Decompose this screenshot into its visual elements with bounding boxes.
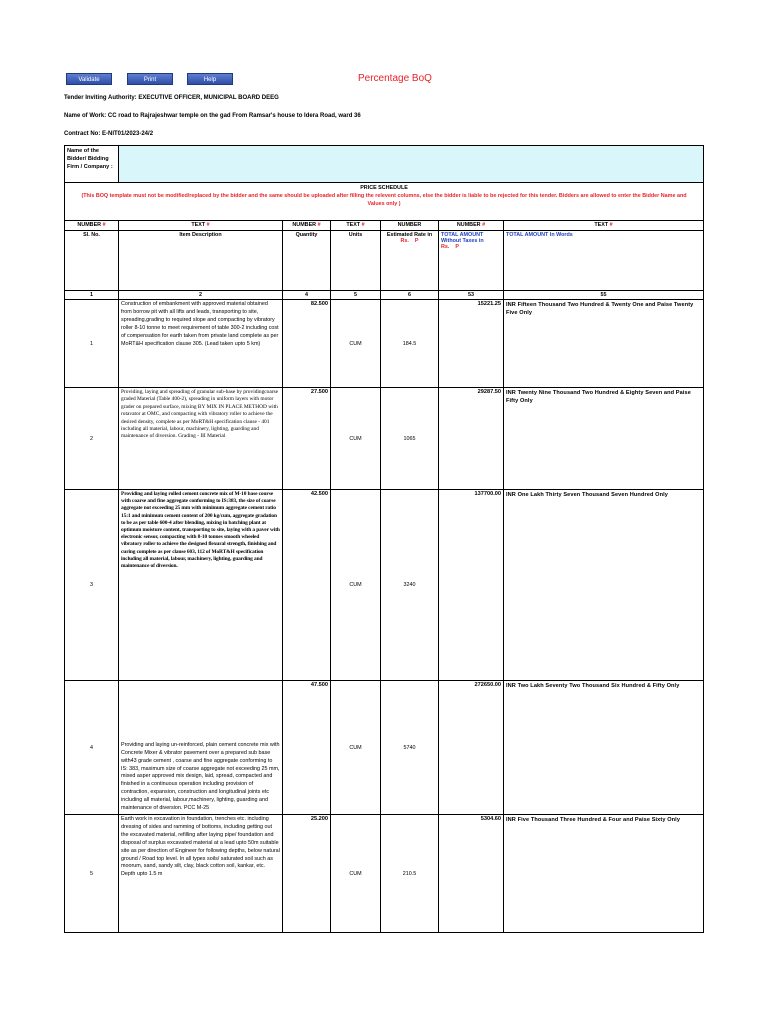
col-head-rate-label: Estimated Rate in — [386, 232, 433, 238]
row-unit: CUM — [331, 388, 381, 490]
boq-table — [64, 145, 704, 933]
tender-authority: Tender Inviting Authority: EXECUTIVE OFFICER, MUNICIPAL BOARD DEEG — [64, 95, 279, 101]
row-sl: 2 — [65, 388, 119, 490]
col-type — [119, 221, 283, 231]
price-schedule-header — [65, 183, 704, 221]
col-type-label: TEXT — [346, 222, 361, 228]
table-row — [65, 490, 704, 681]
col-head-amount — [439, 231, 504, 291]
row-amount-words: INR Twenty Nine Thousand Two Hundred & Eighty Seven and Paise Fifty Only — [504, 388, 704, 490]
row-sl: 5 — [65, 815, 119, 933]
row-quantity[interactable]: 42.500 — [283, 490, 331, 681]
table-row — [65, 681, 704, 815]
name-of-work: Name of Work: CC road to Rajrajeshwar temple on the gad From Ramsar's house to Idera Road, ward 36 — [64, 113, 361, 119]
row-amount: 15221.25 — [439, 300, 504, 388]
col-head-amount-label: TOTAL AMOUNT Without Taxes in — [441, 232, 484, 244]
col-type — [283, 221, 331, 231]
row-rate[interactable]: 184.5 — [381, 300, 439, 388]
bidder-name-label: Name of the Bidder/ Bidding Firm / Company : — [65, 146, 119, 183]
table-row — [65, 815, 704, 933]
col-type-label: NUMBER — [456, 222, 481, 228]
col-head-sl: Sl. No. — [65, 231, 119, 291]
col-type-label: TEXT — [191, 222, 206, 228]
col-type — [331, 221, 381, 231]
column-header-row — [65, 231, 704, 291]
boq-warning: (This BOQ template must not be modified/replaced by the bidder and the same should be uploaded after filling the relevent columns, else the bidder is liable to be rejected for this tender. Bidders are allowed to enter the Bidder Name and Values only ) — [81, 193, 687, 207]
page-title: Percentage BoQ — [358, 73, 432, 84]
col-type-mark: # — [609, 222, 613, 228]
row-sl: 3 — [65, 490, 119, 681]
row-rate[interactable]: 210.5 — [381, 815, 439, 933]
row-rate[interactable]: 3240 — [381, 490, 439, 681]
col-type-mark: # — [482, 222, 486, 228]
row-amount-words: INR Two Lakh Seventy Two Thousand Six Hundred & Fifty Only — [504, 681, 704, 815]
col-num: 4 — [283, 291, 331, 300]
col-num: 55 — [504, 291, 704, 300]
print-button[interactable]: Print — [127, 73, 173, 85]
col-type-label: NUMBER — [292, 222, 317, 228]
col-num: 1 — [65, 291, 119, 300]
col-num: 6 — [381, 291, 439, 300]
row-amount: 29287.50 — [439, 388, 504, 490]
column-number-row — [65, 291, 704, 300]
row-quantity[interactable]: 25.200 — [283, 815, 331, 933]
price-schedule-title: PRICE SCHEDULE — [360, 185, 408, 191]
row-description: Providing and laying un-reinforced, plain cement concrete mix with Concrete Mixer & vibrator pavement over a prepared sub base with43 grade cement , coarse and fine aggregate conforming to IS: 383, maximum size of coarse aggregate not exceeding 25 mm, mixed asper approved mix design, laid, spread, compacted and finished in a continuous operation including provision of contraction, expansion, construction and longitudinal joints etc including all material, labour,machinery, lighting, guarding and maintenance of diversion. PCC M-25 — [119, 681, 283, 815]
table-row — [65, 300, 704, 388]
col-type — [381, 221, 439, 231]
col-type-mark: # — [206, 222, 210, 228]
col-type-label: TEXT — [594, 222, 609, 228]
col-type — [439, 221, 504, 231]
row-description: Construction of embankment with approved material obtained from borrow pit with all lifts and leads, transporting to site, spreading,grading to required slope and compacting by vibratory roller 8-10 tonne to meet requirement of table 300-2 including cost of compensation for earth taken from private land complete as per MoRT&H specification clause 305. (Lead taken upto 5 km) — [119, 300, 283, 388]
col-head-words: TOTAL AMOUNT In Words — [504, 231, 704, 291]
col-head-qty: Quantity — [283, 231, 331, 291]
validate-button[interactable]: Validate — [66, 73, 112, 85]
help-button[interactable]: Help — [187, 73, 233, 85]
col-head-desc: Item Description — [119, 231, 283, 291]
col-num: 2 — [119, 291, 283, 300]
row-sl: 4 — [65, 681, 119, 815]
row-amount-words: INR Fifteen Thousand Two Hundred & Twenty One and Paise Twenty Five Only — [504, 300, 704, 388]
col-type — [65, 221, 119, 231]
col-type-label: NUMBER — [77, 222, 102, 228]
row-quantity[interactable]: 82.500 — [283, 300, 331, 388]
column-type-row — [65, 221, 704, 231]
col-num: 53 — [439, 291, 504, 300]
row-description: Earth work in excavation in foundation, trenches etc. including dressing of sides and ramming of bottoms, including getting out the excavated material, refilling after laying pipe/ foundation and disposal of surplus excavated material at a lead upto 50m suitable site as per direction of Engineer for following depths, below natural ground / Road top level. In all types soils/ saturated soil such as moorum, sand, sandy silt, clay, black cotton soil, kankar, etc. Depth upto 1.5 m — [119, 815, 283, 933]
col-type-mark: # — [102, 222, 106, 228]
row-unit: CUM — [331, 815, 381, 933]
col-type-label: NUMBER — [397, 222, 422, 228]
table-row — [65, 388, 704, 490]
col-num: 5 — [331, 291, 381, 300]
col-type — [504, 221, 704, 231]
row-sl: 1 — [65, 300, 119, 388]
col-head-amount-unit: Rs. P — [441, 244, 459, 250]
row-amount: 5304.60 — [439, 815, 504, 933]
row-amount: 272650.00 — [439, 681, 504, 815]
col-type-mark: # — [361, 222, 365, 228]
row-quantity[interactable]: 27.500 — [283, 388, 331, 490]
row-rate[interactable]: 1065 — [381, 388, 439, 490]
row-unit: CUM — [331, 490, 381, 681]
row-rate[interactable]: 5740 — [381, 681, 439, 815]
row-description: Providing and laying rolled cement concrete mix of M-10 base course with coarse and fine aggregate conforming to IS:383, the size of coarse aggregate not exceeding 25 mm with minimum aggregate cement ratio 15:1 and minimum cement content of 200 kg/cum, aggregate gradation to be as per table 600-4 after blending, mixing in batching plant at optimum moisture content, transporting to site, laying with a paver with electronic sensor, compacting with 8-10 tonnes smooth wheeled vibratory roller to achieve the designed flexural strength, finishing and curing complete as per clause 603, 112 of MoRT&H specification including all material, labour, machinery, lighting, guarding and maintenance of diversion. — [119, 490, 283, 681]
row-amount-words: INR Five Thousand Three Hundred & Four and Paise Sixty Only — [504, 815, 704, 933]
col-head-rate-unit: Rs. P — [400, 238, 419, 244]
row-amount-words: INR One Lakh Thirty Seven Thousand Seven Hundred Only — [504, 490, 704, 681]
col-type-mark: # — [317, 222, 321, 228]
row-quantity[interactable]: 47.500 — [283, 681, 331, 815]
row-description: Providing, laying and spreading of granular sub-base by providingcoarse graded Material (Table 400-2), spreading in uniform layers with motor grader on prepared surface, mixing BY MIX IN PLACE METHOD with rotavator at OMC, and compacting with vibratory roller to achieve the desired density, complete as per MoRT&H specification clause - 401 including all material, labour, machinery, lighting, guarding and maintenance of diversion. Grading - III Material — [119, 388, 283, 490]
bidder-name-input[interactable] — [119, 146, 704, 183]
col-head-units: Units — [331, 231, 381, 291]
row-unit: CUM — [331, 300, 381, 388]
contract-number: Contract No: E-NIT01/2023-24/2 — [64, 131, 154, 137]
row-amount: 137700.00 — [439, 490, 504, 681]
row-unit: CUM — [331, 681, 381, 815]
col-head-rate — [381, 231, 439, 291]
